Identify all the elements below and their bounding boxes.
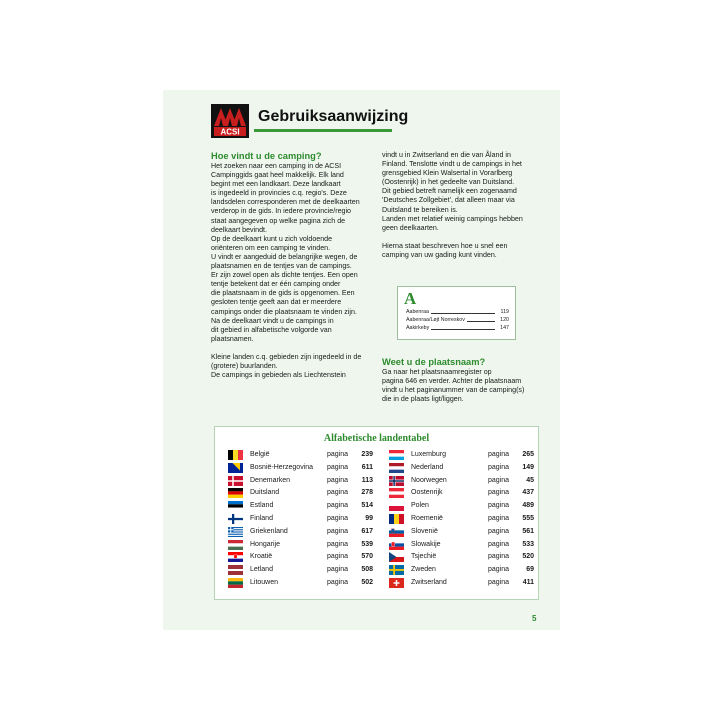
index-letter: A xyxy=(404,289,417,308)
text-line: U vindt er aangeduid de belangrijke wegen, de xyxy=(211,252,358,261)
page-value: 508 xyxy=(361,566,373,574)
country-name: Tsjechië xyxy=(411,553,437,561)
table-row xyxy=(389,551,534,563)
text-line: campings onder die plaatsnaam te vinden zijn. xyxy=(211,307,357,316)
page-label: pagina xyxy=(327,566,349,574)
table-row xyxy=(228,513,373,525)
left-body-2 xyxy=(211,353,371,380)
estonia-flag-icon xyxy=(228,501,250,511)
section-heading-find-camping: Hoe vindt u de camping? xyxy=(211,151,322,161)
text-line: deelkaart bevindt. xyxy=(211,225,267,234)
bosnia-flag-icon xyxy=(228,463,250,473)
table-row xyxy=(389,449,534,461)
index-entry xyxy=(406,317,509,324)
text-line: landsdelen corresponderen met de deelkaarten xyxy=(211,198,360,207)
page-value: 149 xyxy=(522,463,534,471)
page-value: 561 xyxy=(522,527,534,535)
page-value: 69 xyxy=(526,566,534,574)
slovakia-flag-icon xyxy=(389,540,411,550)
table-row xyxy=(228,551,373,563)
page-label: pagina xyxy=(327,515,349,522)
index-entry-page: 120 xyxy=(500,317,509,323)
right-body-2 xyxy=(382,242,542,260)
index-entry xyxy=(406,309,509,316)
index-example-box xyxy=(397,286,516,340)
lithuania-flag-icon xyxy=(228,578,250,588)
text-line: is ingedeeld in provincies c.q. regio's. Deze xyxy=(211,189,347,198)
page-label: pagina xyxy=(327,579,349,586)
page-label: pagina xyxy=(327,502,349,510)
page-label: pagina xyxy=(327,463,349,471)
know-place-section xyxy=(382,357,542,404)
country-name: Finland xyxy=(250,515,273,522)
index-leader-line xyxy=(431,325,495,330)
text-line: grensgebied Klein Walsertal in Vorarlberg xyxy=(382,169,513,178)
index-entry-name: Aabenraa xyxy=(406,309,429,315)
country-name: Slovenië xyxy=(411,527,438,535)
table-row xyxy=(389,564,534,576)
page-value: 502 xyxy=(361,579,373,586)
page-value: 611 xyxy=(361,463,373,471)
country-name: Litouwen xyxy=(250,579,279,586)
text-line: Op de deelkaart kunt u zich voldoende xyxy=(211,234,333,243)
table-row xyxy=(228,449,373,461)
text-line: De campings in gebieden als Liechtenstein xyxy=(211,371,346,380)
table-row xyxy=(228,475,373,487)
table-row xyxy=(228,539,373,551)
country-name: Slowakije xyxy=(411,540,441,548)
page-label: pagina xyxy=(488,451,510,458)
croatia-flag-icon xyxy=(228,552,250,562)
country-name: Hongarije xyxy=(250,540,280,548)
page-label: pagina xyxy=(488,476,510,484)
page-label: pagina xyxy=(488,463,510,471)
page-label: pagina xyxy=(488,540,510,548)
text-line: oriënteren om een camping te vinden. xyxy=(211,243,331,252)
page-value: 617 xyxy=(361,527,373,535)
right-column xyxy=(382,151,542,260)
table-row xyxy=(389,475,534,487)
country-table-title: Alfabetische landentabel xyxy=(323,433,430,444)
index-leader-line xyxy=(431,309,495,314)
switzerland-flag-icon xyxy=(389,578,411,588)
index-entry-name: Aabenraa/Løjt Norreskov xyxy=(406,317,465,323)
page-label: pagina xyxy=(488,553,510,561)
page-value: 489 xyxy=(522,502,534,510)
page-title: Gebruiksaanwijzing xyxy=(258,108,409,125)
country-name: Polen xyxy=(411,502,429,510)
page-label: pagina xyxy=(327,553,349,561)
text-line: (Oostenrijk) in het gedeelte van Duitsland. xyxy=(382,178,515,187)
luxembourg-flag-icon xyxy=(389,450,411,460)
table-row xyxy=(389,513,534,525)
table-row xyxy=(389,539,534,551)
country-name: Letland xyxy=(250,566,273,574)
text-line: begint met een landkaart. Deze landkaart xyxy=(211,180,341,189)
sweden-flag-icon xyxy=(389,565,411,575)
table-row xyxy=(389,577,534,589)
acsi-logo xyxy=(211,104,249,138)
page-value: 520 xyxy=(522,553,534,561)
page-number: 5 xyxy=(532,614,537,623)
table-row xyxy=(228,487,373,499)
country-name: Estland xyxy=(250,502,274,510)
text-line: vindt u het paginanummer van de camping(s) xyxy=(382,386,525,395)
country-name: België xyxy=(250,451,270,458)
index-leader-line xyxy=(467,317,495,322)
text-line: tentje betekent dat er één camping onder xyxy=(211,280,341,289)
page-label: pagina xyxy=(488,566,510,574)
page-value: 570 xyxy=(361,553,373,561)
country-name: Nederland xyxy=(411,463,444,471)
text-line: plaatsnamen. xyxy=(211,334,254,343)
germany-flag-icon xyxy=(228,488,250,498)
text-line: die plaatsnaam in de gids is opgenomen. Een xyxy=(211,289,355,298)
country-name: Denemarken xyxy=(250,476,291,484)
text-line: Dit gebied betreft namelijk een zogenaamd xyxy=(382,187,517,196)
text-line: 'Deutsches Zollgebiet', dat alleen maar via xyxy=(382,196,515,205)
text-line: Duitsland te bereiken is. xyxy=(382,205,458,214)
index-entry-name: Aakirkeby xyxy=(406,325,430,331)
page-value: 265 xyxy=(522,451,534,458)
netherlands-flag-icon xyxy=(389,463,411,473)
page-label: pagina xyxy=(327,476,349,484)
index-entry-page: 147 xyxy=(500,325,509,331)
table-row xyxy=(228,577,373,589)
text-line: Kleine landen c.q. gebieden zijn ingedeeld in de xyxy=(211,352,362,361)
table-row xyxy=(228,564,373,576)
page-label: pagina xyxy=(488,579,510,586)
page-value: 533 xyxy=(522,540,534,548)
poland-flag-icon xyxy=(389,501,411,511)
page-value: 437 xyxy=(522,489,534,497)
table-row xyxy=(228,500,373,512)
text-line: Hierna staat beschreven hoe u snel een xyxy=(382,241,508,250)
page-value: 514 xyxy=(361,502,373,510)
page-label: pagina xyxy=(327,527,349,535)
index-entry xyxy=(406,325,509,332)
text-line: dit gebied in alfabetische volgorde van xyxy=(211,325,332,334)
text-line: Landen met relatief weinig campings hebben xyxy=(382,214,523,223)
country-name: Duitsland xyxy=(250,489,280,497)
latvia-flag-icon xyxy=(228,565,250,575)
country-name: Roemenië xyxy=(411,515,443,522)
page-value: 239 xyxy=(361,451,373,458)
text-line: camping van uw gading kunt vinden. xyxy=(382,250,497,259)
text-line: plaatsnamen en de tentjes van de campings. xyxy=(211,262,352,271)
table-row xyxy=(389,500,534,512)
page-label: pagina xyxy=(327,540,349,548)
right-body xyxy=(382,151,542,233)
text-line: gesloten tentje geeft aan dat er meerdere xyxy=(211,298,342,307)
denmark-flag-icon xyxy=(228,476,250,486)
finland-flag-icon xyxy=(228,514,250,524)
country-name: Zwitserland xyxy=(411,579,447,586)
text-line: staat aangegeven op welke pagina zich de xyxy=(211,216,346,225)
page-value: 411 xyxy=(522,579,534,586)
country-name: Noorwegen xyxy=(411,476,447,484)
page-value: 113 xyxy=(361,476,373,484)
text-line: Finland. Tenslotte vindt u de campings in het xyxy=(382,160,522,169)
text-line: Het zoeken naar een camping in de ACSI xyxy=(211,162,342,170)
table-row xyxy=(228,462,373,474)
text-line: verderop in de gids. In iedere provincie/regio xyxy=(211,207,351,216)
table-row xyxy=(389,462,534,474)
country-name: Griekenland xyxy=(250,527,288,535)
index-entry-page: 119 xyxy=(500,309,509,315)
romania-flag-icon xyxy=(389,514,411,524)
page-label: pagina xyxy=(488,515,510,522)
title-underline xyxy=(254,129,392,132)
austria-flag-icon xyxy=(389,488,411,498)
left-body xyxy=(211,162,371,344)
table-row xyxy=(389,487,534,499)
text-line: Ga naar het plaatsnaamregister op xyxy=(382,368,492,376)
norway-flag-icon xyxy=(389,476,411,486)
country-name: Zweden xyxy=(411,566,436,574)
page-label: pagina xyxy=(488,489,510,497)
country-name: Bosnië-Herzegovina xyxy=(250,463,314,471)
page-value: 278 xyxy=(361,489,373,497)
text-line: Er zijn zowel open als dichte tentjes. Een open xyxy=(211,271,358,280)
logo-text: ACSI xyxy=(220,127,240,137)
page-value: 99 xyxy=(365,515,373,522)
page-value: 45 xyxy=(526,476,534,484)
text-line: Na de deelkaart vindt u de campings in xyxy=(211,316,334,325)
left-column xyxy=(211,151,371,380)
czechia-flag-icon xyxy=(389,552,411,562)
belgium-flag-icon xyxy=(228,450,250,460)
page-label: pagina xyxy=(327,489,349,497)
text-line: vindt u in Zwitserland en die van Åland in xyxy=(382,151,511,159)
page-value: 539 xyxy=(361,540,373,548)
text-line: Campinggids gaat heel makkelijk. Elk land xyxy=(211,171,344,180)
country-name: Oostenrijk xyxy=(411,489,443,497)
country-name: Kroatië xyxy=(250,553,273,561)
country-table xyxy=(214,426,539,600)
know-place-body xyxy=(382,368,542,404)
table-row xyxy=(228,526,373,538)
slovenia-flag-icon xyxy=(389,527,411,537)
hungary-flag-icon xyxy=(228,540,250,550)
country-name: Luxemburg xyxy=(411,451,447,458)
table-row xyxy=(389,526,534,538)
text-line: pagina 646 en verder. Achter de plaatsnaam xyxy=(382,377,522,386)
page-label: pagina xyxy=(488,502,510,510)
text-line: (grotere) buurlanden. xyxy=(211,361,278,370)
page-value: 555 xyxy=(522,515,534,522)
text-line: die in de plaats ligt/liggen. xyxy=(382,395,464,404)
section-heading-know-place: Weet u de plaatsnaam? xyxy=(382,357,486,367)
greece-flag-icon xyxy=(228,527,250,537)
text-line: geen deelkaarten. xyxy=(382,223,439,232)
page-label: pagina xyxy=(327,451,349,458)
page-label: pagina xyxy=(488,527,510,535)
